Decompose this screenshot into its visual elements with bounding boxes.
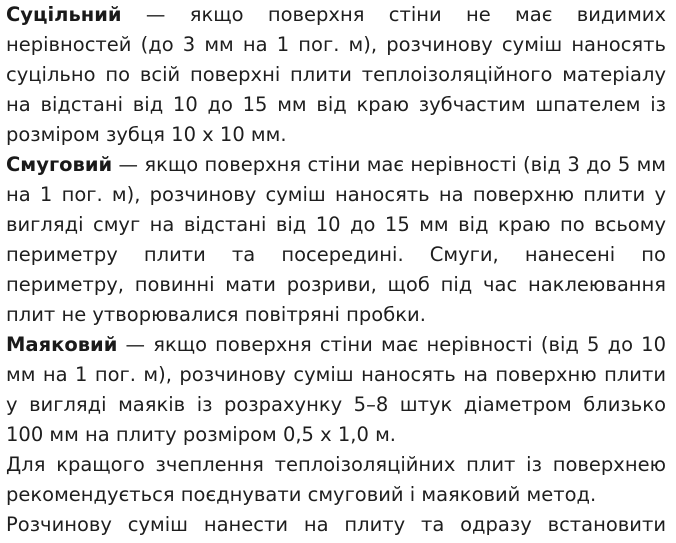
term-strip: Смуговий xyxy=(6,153,113,176)
term-beacon: Маяковий xyxy=(6,333,118,356)
paragraph-strip-text: — якщо поверхня стіни має нерівності (від 3 до 5 мм на 1 пог. м), розчинову суміш наносять на поверхню плити у вигляді смуг на відстані від 10 до 15 мм від краю по всьому периметру плити та посередині. Смуги, нанесені по периметру, повинні мати розриви, щоб під час наклеювання плит не утворювалися повітряні пробки. xyxy=(6,153,666,326)
paragraph-last-line: Розчинову суміш нанести на плиту та одразу встановити xyxy=(6,513,666,536)
paragraph-beacon-text: — якщо поверхня стіни має нерівності (від 5 до 10 мм на 1 пог. м), розчинову суміш наносять на поверхню плити у вигляді маяків із розрахунку 5–8 штук діаметром близько 100 мм на плиту розміром 0,5 х 1,0 м. xyxy=(6,333,666,446)
document-page xyxy=(6,0,666,540)
paragraph-beacon xyxy=(6,330,666,450)
term-continuous: Суцільний xyxy=(6,3,122,26)
paragraph-continuous xyxy=(6,0,666,150)
paragraph-continuous-text: — якщо поверхня стіни не має видимих нерівностей (до 3 мм на 1 пог. м), розчинову суміш наносять суцільно по всій поверхні плити теплоізоляційного матеріалу на відстані від 10 до 15 мм від краю зубчастим шпателем із розміром зубця 10 х 10 мм. xyxy=(6,3,666,146)
paragraph-note: Для кращого зчеплення теплоізоляційних плит із поверхнею рекомендується поєднувати смуговий і маяковий метод. xyxy=(6,453,666,506)
paragraph-strip xyxy=(6,150,666,330)
